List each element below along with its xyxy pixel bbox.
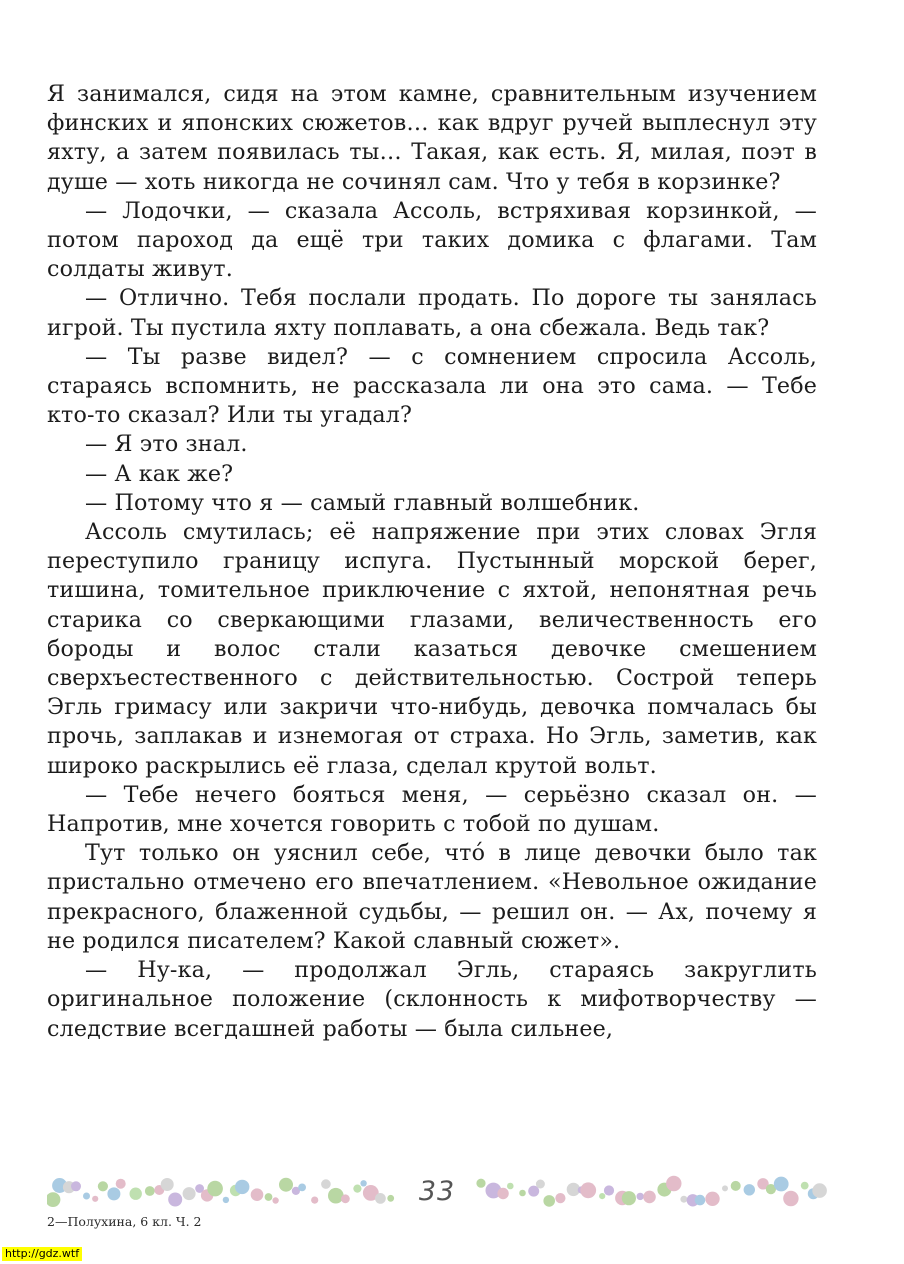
decorative-dot — [622, 1191, 636, 1205]
paragraph: — Лодочки, — сказала Ассоль, встряхивая корзинкой, — потом пароход да ещё три таких домика с флагами. Там солдаты живут. — [47, 197, 817, 283]
decorative-dot — [353, 1185, 361, 1193]
decorative-dot — [604, 1185, 614, 1195]
decorative-dots-left — [47, 1175, 397, 1209]
decorative-dot — [328, 1188, 344, 1204]
decorative-dot — [47, 1192, 60, 1207]
decorative-dot — [161, 1178, 174, 1191]
decorative-dot — [92, 1196, 98, 1202]
decorative-dot — [98, 1181, 108, 1191]
body-text — [47, 80, 817, 1044]
decorative-dots-right — [475, 1175, 827, 1209]
decorative-dot — [360, 1180, 366, 1186]
decorative-dot — [744, 1184, 755, 1195]
decorative-dot — [279, 1178, 293, 1192]
decorative-dot — [321, 1179, 331, 1189]
decorative-dot — [666, 1176, 681, 1191]
decorative-dot — [183, 1187, 196, 1200]
decorative-dot — [695, 1195, 706, 1206]
decorative-dot — [107, 1187, 120, 1200]
paragraph: — Я это знал. — [85, 431, 248, 458]
decorative-dot — [235, 1180, 249, 1194]
publisher-imprint: 2—Полухина, 6 кл. Ч. 2 — [47, 1214, 202, 1229]
decorative-dot — [543, 1195, 555, 1207]
paragraph: Тут только он уяснил себе, что́ в лице девочки было так пристально отмечено его впечатлением. «Невольное ожидание прекрасного, блаженной судьбы, — решил он. — Ах, почему я не родился писателем? Какой славный сюжет». — [47, 840, 817, 954]
paragraph: Я занимался, сидя на этом камне, сравнительным изучением финских и японских сюжетов… как вдруг ручей выплеснул эту яхту, а затем появилась ты… Такая, как есть. Я, милая, поэт в душе — хоть никогда не сочинял сам. Что у тебя в корзинке? — [47, 81, 817, 195]
decorative-dot — [637, 1193, 644, 1200]
paragraph: — Отлично. Тебя послали продать. По дороге ты занялась игрой. Ты пустила яхту поплавать, а она сбежала. Ведь так? — [47, 285, 817, 341]
decorative-dot — [705, 1192, 719, 1206]
decorative-dot — [497, 1188, 508, 1199]
decorative-dot — [375, 1193, 386, 1204]
page-number: 33 — [418, 1176, 456, 1207]
paragraph: — Потому что я — самый главный волшебник. — [85, 489, 640, 516]
paragraph: Ассоль смутилась; её напряжение при этих словах Эгля переступило границу испуга. Пустынный морской берег, тишина, томительное приключение с яхтой, непонятная речь старика со сверкающими глазами, величественность его бороды и волос стали казаться девочке смешением сверхъестественного с действительностью. Сострой теперь Эгль гримасу или закричи что-нибудь, девочка помчалась бы прочь, заплакав и изнемогая от страха. Но Эгль, заметив, как широко раскрылись её глаза, сделал крутой вольт. — [47, 519, 817, 779]
decorative-dot — [722, 1185, 728, 1191]
paragraph: — Тебе нечего бояться меня, — серьёзно сказал он. — Напротив, мне хочется говорить с тобой по душам. — [47, 781, 817, 838]
decorative-dot — [387, 1195, 394, 1202]
decorative-dot — [580, 1182, 596, 1198]
page-footer-decoration — [47, 1175, 827, 1209]
decorative-dot — [643, 1191, 656, 1204]
decorative-dot — [519, 1190, 526, 1197]
decorative-dot — [476, 1179, 485, 1188]
decorative-dot — [265, 1193, 273, 1201]
decorative-dot — [599, 1193, 605, 1199]
decorative-dot — [83, 1193, 90, 1200]
paragraph: — Ты разве видел? — с сомнением спросила Ассоль, стараясь вспомнить, не рассказала ли она это сама. — Тебе кто-то сказал? Или ты угадал? — [47, 343, 817, 429]
decorative-dot — [207, 1181, 223, 1197]
decorative-dot — [223, 1197, 229, 1203]
decorative-dot — [298, 1184, 306, 1192]
paragraph: — А как же? — [85, 460, 234, 487]
decorative-dot — [168, 1193, 182, 1207]
decorative-dot — [536, 1180, 545, 1189]
decorative-dot — [272, 1197, 278, 1203]
decorative-dot — [783, 1191, 798, 1206]
decorative-dot — [341, 1194, 350, 1203]
decorative-dot — [311, 1197, 318, 1204]
decorative-dot — [251, 1188, 264, 1201]
decorative-dot — [812, 1183, 827, 1198]
decorative-dot — [116, 1179, 126, 1189]
decorative-dot — [731, 1181, 741, 1191]
decorative-dot — [130, 1188, 142, 1200]
decorative-dot — [71, 1181, 81, 1191]
watermark-link[interactable]: http://gdz.wtf — [2, 1247, 82, 1261]
decorative-dot — [801, 1182, 809, 1190]
decorative-dot — [774, 1177, 789, 1192]
decorative-dot — [555, 1193, 565, 1203]
decorative-dot — [507, 1183, 514, 1190]
decorative-dot — [145, 1186, 155, 1196]
paragraph: — Ну-ка, — продолжал Эгль, стараясь закруглить оригинальное положение (склонность к мифотворчеству — следствие всегдашней работы — была сильнее, — [47, 957, 817, 1042]
decorative-dot — [680, 1196, 687, 1203]
